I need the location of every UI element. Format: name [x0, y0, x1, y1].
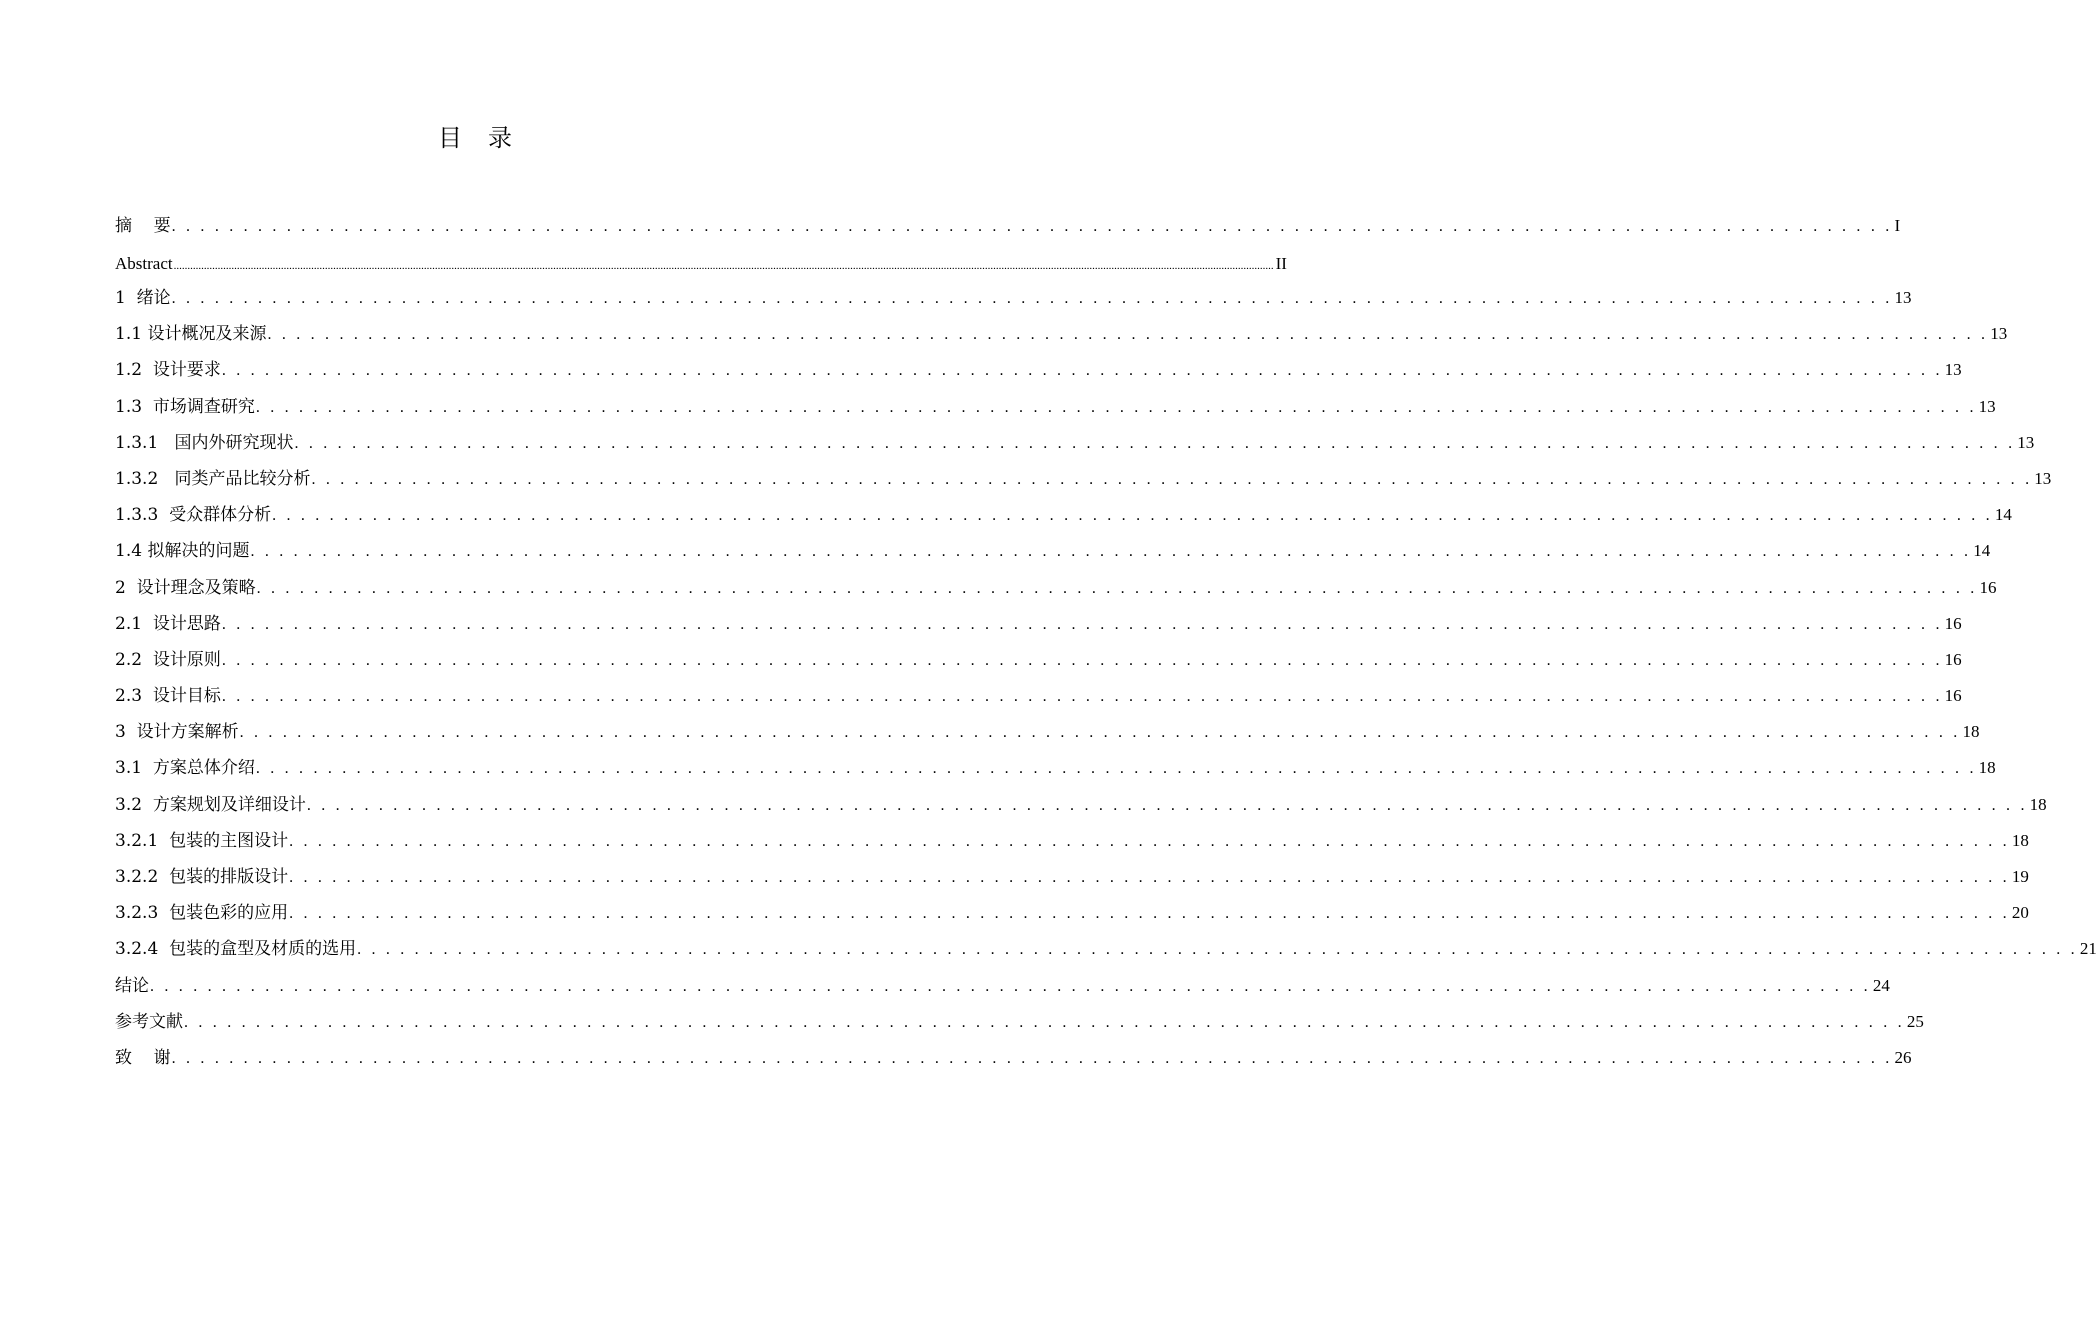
toc-dot-leader: . . . . . . . . . . . . . . . . . . . . . . . . . . . . . . . . . . . . . . . . . . . . . . . . . . . . . . . . . . . . . . . . . . . . . . . . . . . . . . . . . . . . . . . . . . . . . . . . . . . . . . . . . . . . . . . . . . . . . . . .	[150, 977, 1871, 995]
toc-entry-page-number: 13	[1944, 360, 1962, 380]
toc-entry-label: 3.2.4 包装的盒型及材质的选用	[115, 939, 357, 960]
toc-dot-leader: . . . . . . . . . . . . . . . . . . . . . . . . . . . . . . . . . . . . . . . . . . . . . . . . . . . . . . . . . . . . . . . . . . . . . . . . . . . . . . . . . . . . . . . . . . . . . . . . . . . . . . . . . . . . . . . . . . . . . . . .	[184, 1013, 1905, 1031]
toc-dot-leader: . . . . . . . . . . . . . . . . . . . . . . . . . . . . . . . . . . . . . . . . . . . . . . . . . . . . . . . . . . . . . . . . . . . . . . . . . . . . . . . . . . . . . . . . . . . . . . . . . . . . . . . . . . . . . . . . . . . . . . . .	[221, 688, 1943, 706]
toc-dot-leader: . . . . . . . . . . . . . . . . . . . . . . . . . . . . . . . . . . . . . . . . . . . . . . . . . . . . . . . . . . . . . . . . . . . . . . . . . . . . . . . . . . . . . . . . . . . . . . . . . . . . . . . . . . . . . . . . . . . . . . . .	[256, 579, 1978, 597]
toc-dot-leader: . . . . . . . . . . . . . . . . . . . . . . . . . . . . . . . . . . . . . . . . . . . . . . . . . . . . . . . . . . . . . . . . . . . . . . . . . . . . . . . . . . . . . . . . . . . . . . . . . . . . . . . . . . . . . . . . . . . . . . . .	[171, 290, 1893, 307]
toc-entry-label: 3 设计方案解析	[115, 722, 239, 743]
toc-entry-page-number: 18	[1978, 758, 1996, 778]
toc-entry-page-number: 21	[2079, 939, 2097, 959]
toc-entry-label: 1.3.3 受众群体分析	[115, 505, 272, 526]
toc-entry-label: 1.3.2 同类产品比较分析	[115, 468, 311, 489]
toc-dot-leader: . . . . . . . . . . . . . . . . . . . . . . . . . . . . . . . . . . . . . . . . . . . . . . . . . . . . . . . . . . . . . . . . . . . . . . . . . . . . . . . . . . . . . . . . . . . . . . . . . . . . . . . . . . . . . . . . . . . . . . . .	[221, 615, 1943, 633]
toc-dot-leader: . . . . . . . . . . . . . . . . . . . . . . . . . . . . . . . . . . . . . . . . . . . . . . . . . . . . . . . . . . . . . . . . . . . . . . . . . . . . . . . . . . . . . . . . . . . . . . . . . . . . . . . . . . . . . . . . . . . . . . . .	[250, 543, 1972, 561]
toc-entry[interactable]	[115, 787, 2047, 823]
toc-entry[interactable]	[115, 1040, 1912, 1076]
toc-entry-page-number: 20	[2011, 903, 2029, 923]
toc-entry[interactable]	[115, 606, 1962, 642]
toc-entry[interactable]	[115, 570, 1997, 606]
toc-entry[interactable]	[115, 280, 1912, 316]
toc-dot-leader: . . . . . . . . . . . . . . . . . . . . . . . . . . . . . . . . . . . . . . . . . . . . . . . . . . . . . . . . . . . . . . . . . . . . . . . . . . . . . . . . . . . . . . . . . . . . . . . . . . . . . . . . . . . . . . . . . . . . . . . .	[272, 507, 1993, 525]
toc-entry-page-number: 14	[1994, 505, 2012, 525]
toc-entry-page-number: 13	[1978, 396, 1996, 416]
toc-entry[interactable]	[115, 931, 2097, 967]
toc-entry-page-number: 19	[2011, 867, 2029, 886]
toc-entry-label: 1.4 拟解决的问题	[115, 541, 250, 562]
toc-dot-leader: . . . . . . . . . . . . . . . . . . . . . . . . . . . . . . . . . . . . . . . . . . . . . . . . . . . . . . . . . . . . . . . . . . . . . . . . . . . . . . . . . . . . . . . . . . . . . . . . . . . . . . . . . . . . . . . . . . . . . . . .	[289, 832, 2010, 850]
toc-entry[interactable]	[115, 533, 1991, 569]
toc-entry[interactable]	[115, 352, 1962, 388]
toc-entry-label: 3.2.1 包装的主图设计	[115, 830, 289, 851]
toc-entry[interactable]	[115, 714, 1980, 750]
toc-entry-page-number: 16	[1944, 686, 1962, 706]
toc-entry[interactable]	[115, 823, 2029, 859]
toc-entry-label: Abstract	[115, 254, 173, 273]
toc-dot-leader: . . . . . . . . . . . . . . . . . . . . . . . . . . . . . . . . . . . . . . . . . . . . . . . . . . . . . . . . . . . . . . . . . . . . . . . . . . . . . . . . . . . . . . . . . . . . . . . . . . . . . . . . . . . . . . . . . . . . . . . .	[289, 905, 2010, 923]
toc-entry-page-number: 25	[1906, 1011, 1924, 1031]
toc-dot-leader: . . . . . . . . . . . . . . . . . . . . . . . . . . . . . . . . . . . . . . . . . . . . . . . . . . . . . . . . . . . . . . . . . . . . . . . . . . . . . . . . . . . . . . . . . . . . . . . . . . . . . . . . . . . . . . . . . . . . . . . .	[171, 1049, 1893, 1067]
toc-entry-label: 2 设计理念及策略	[115, 577, 256, 598]
toc-entry-label: 1.3 市场调查研究	[115, 396, 255, 417]
toc-entry[interactable]	[115, 895, 2029, 931]
toc-dot-leader: . . . . . . . . . . . . . . . . . . . . . . . . . . . . . . . . . . . . . . . . . . . . . . . . . . . . . . . . . . . . . . . . . . . . . . . . . . . . . . . . . . . . . . . . . . . . . . . . . . . . . . . . . . . . . . . . . . . . . . . .	[294, 434, 2016, 452]
toc-entry-page-number: 18	[2011, 830, 2029, 850]
toc-entry-page-number: 13	[2017, 432, 2035, 452]
toc-entry-page-number: 13	[2034, 468, 2052, 488]
toc-entry-page-number: 16	[1944, 613, 1962, 633]
toc-entry-label: 摘 要	[115, 216, 171, 236]
toc-entry-label: 1.2 设计要求	[115, 360, 221, 381]
toc-entry-page-number: 18	[1962, 722, 1980, 742]
toc-dot-leader: . . . . . . . . . . . . . . . . . . . . . . . . . . . . . . . . . . . . . . . . . . . . . . . . . . . . . . . . . . . . . . . . . . . . . . . . . . . . . . . . . . . . . . . . . . . . . . . . . . . . . . . . . . . . . . . . . . . . . . . .	[171, 218, 1893, 235]
toc-dot-leader: . . . . . . . . . . . . . . . . . . . . . . . . . . . . . . . . . . . . . . . . . . . . . . . . . . . . . . . . . . . . . . . . . . . . . . . . . . . . . . . . . . . . . . . . . . . . . . . . . . . . . . . . . . . . . . . . . . . . . . . .	[221, 651, 1943, 669]
toc-entry[interactable]	[115, 246, 1287, 280]
toc-entry-label: 3.2.3 包装色彩的应用	[115, 903, 289, 924]
toc-entry-label: 结论	[115, 975, 149, 996]
toc-dot-leader: . . . . . . . . . . . . . . . . . . . . . . . . . . . . . . . . . . . . . . . . . . . . . . . . . . . . . . . . . . . . . . . . . . . . . . . . . . . . . . . . . . . . . . . . . . . . . . . . . . . . . . . . . . . . . . . . . . . . . . . .	[289, 869, 2010, 886]
toc-dot-leader: . . . . . . . . . . . . . . . . . . . . . . . . . . . . . . . . . . . . . . . . . . . . . . . . . . . . . . . . . . . . . . . . . . . . . . . . . . . . . . . . . . . . . . . . . . . . . . . . . . . . . . . . . . . . . . . . . . . . . . . .	[221, 362, 1943, 380]
toc-dot-leader: . . . . . . . . . . . . . . . . . . . . . . . . . . . . . . . . . . . . . . . . . . . . . . . . . . . . . . . . . . . . . . . . . . . . . . . . . . . . . . . . . . . . . . . . . . . . . . . . . . . . . . . . . . . . . . . . . . . . . . . .	[255, 760, 1977, 778]
toc-entry[interactable]	[115, 425, 2035, 461]
table-of-contents	[115, 208, 2097, 1076]
toc-dot-leader: . . . . . . . . . . . . . . . . . . . . . . . . . . . . . . . . . . . . . . . . . . . . . . . . . . . . . . . . . . . . . . . . . . . . . . . . . . . . . . . . . . . . . . . . . . . . . . . . . . . . . . . . . . . . . . . . . . . . . . . .	[267, 326, 1989, 344]
toc-entry-page-number: II	[1275, 254, 1287, 273]
toc-entry[interactable]	[115, 461, 2052, 497]
toc-entry[interactable]	[115, 208, 1901, 246]
toc-entry-label: 1.3.1 国内外研究现状	[115, 432, 294, 453]
toc-entry-page-number: 13	[1894, 288, 1912, 307]
toc-entry-page-number: 13	[1990, 324, 2008, 344]
toc-entry-page-number: 14	[1973, 541, 1991, 561]
toc-entry[interactable]	[115, 1004, 1924, 1040]
toc-entry-page-number: 18	[2029, 794, 2047, 814]
toc-entry-page-number: 16	[1979, 577, 1997, 597]
toc-dot-leader: . . . . . . . . . . . . . . . . . . . . . . . . . . . . . . . . . . . . . . . . . . . . . . . . . . . . . . . . . . . . . . . . . . . . . . . . . . . . . . . . . . . . . . . . . . . . . . . . . . . . . . . . . . . . . . . . . . . . . . . .	[357, 941, 2078, 959]
toc-entry-label: 3.1 方案总体介绍	[115, 758, 255, 779]
toc-entry-label: 1 绪论	[115, 288, 171, 308]
toc-dot-leader: . . . . . . . . . . . . . . . . . . . . . . . . . . . . . . . . . . . . . . . . . . . . . . . . . . . . . . . . . . . . . . . . . . . . . . . . . . . . . . . . . . . . . . . . . . . . . . . . . . . . . . . . . . . . . . . . . . . . . . . .	[306, 796, 2028, 814]
toc-dot-leader: . . . . . . . . . . . . . . . . . . . . . . . . . . . . . . . . . . . . . . . . . . . . . . . . . . . . . . . . . . . . . . . . . . . . . . . . . . . . . . . . . . . . . . . . . . . . . . . . . . . . . . . . . . . . . . . . . . . . . . . .	[255, 398, 1977, 416]
toc-entry[interactable]	[115, 316, 2008, 352]
toc-entry[interactable]	[115, 497, 2012, 533]
toc-entry-label: 2.3 设计目标	[115, 686, 221, 707]
toc-entry[interactable]	[115, 968, 1890, 1004]
toc-entry-page-number: 24	[1872, 975, 1890, 995]
toc-entry-label: 参考文献	[115, 1011, 183, 1032]
toc-dot-leader: . . . . . . . . . . . . . . . . . . . . . . . . . . . . . . . . . . . . . . . . . . . . . . . . . . . . . . . . . . . . . . . . . . . . . . . . . . . . . . . . . . . . . . . . . . . . . . . . . . . . . . . . . . . . . . . . . . . . . . . .	[311, 470, 2033, 488]
toc-entry-page-number: 16	[1944, 649, 1962, 669]
toc-entry-label: 3.2 方案规划及详细设计	[115, 794, 306, 815]
toc-entry[interactable]	[115, 750, 1996, 786]
toc-entry-label: 3.2.2 包装的排版设计	[115, 867, 289, 887]
toc-entry-page-number: 26	[1894, 1047, 1912, 1067]
toc-entry-label: 致 谢	[115, 1047, 171, 1068]
toc-entry-page-number: I	[1894, 216, 1901, 235]
toc-entry[interactable]	[115, 678, 1962, 714]
toc-dot-leader: ................................................................................................................................................................................................................................................................................................................................................................................................................	[173, 260, 1274, 272]
toc-entry-label: 2.1 设计思路	[115, 613, 221, 634]
toc-entry-label: 2.2 设计原则	[115, 649, 221, 670]
toc-entry[interactable]	[115, 859, 2029, 895]
toc-entry[interactable]	[115, 389, 1996, 425]
page-title: 目录	[438, 124, 538, 152]
toc-entry-label: 1.1 设计概况及来源	[115, 324, 267, 345]
toc-dot-leader: . . . . . . . . . . . . . . . . . . . . . . . . . . . . . . . . . . . . . . . . . . . . . . . . . . . . . . . . . . . . . . . . . . . . . . . . . . . . . . . . . . . . . . . . . . . . . . . . . . . . . . . . . . . . . . . . . . . . . . . .	[239, 724, 1961, 742]
toc-entry[interactable]	[115, 642, 1962, 678]
